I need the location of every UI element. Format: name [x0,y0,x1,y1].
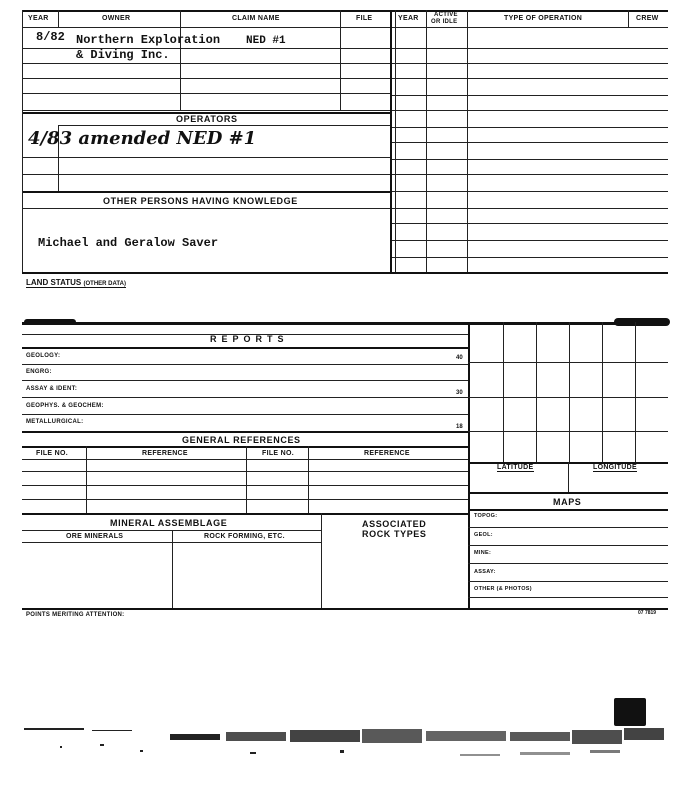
entry-owner-line-1: Northern Exploration [76,33,221,47]
reports-title: REPORTS [210,334,289,344]
latitude-label: LATITUDE [497,464,534,471]
mineral-assemblage-title: MINERAL ASSEMBLAGE [110,518,228,528]
maps-other: OTHER (& PHOTOS) [474,586,532,592]
maps-mine: MINE: [474,550,492,556]
land-status-sub: (OTHER DATA) [83,281,126,287]
ore-minerals-label: ORE MINERALS [66,533,124,540]
header-claim-name: CLAIM NAME [232,15,280,22]
report-geology-num: 40 [456,355,463,361]
entry-owner-line-2: & Diving Inc. [76,48,170,62]
header-type-of-operation: TYPE OF OPERATION [504,15,583,22]
report-engrg: ENGRG: [26,369,52,375]
report-assay: ASSAY & IDENT: [26,386,78,392]
header-active: ACTIVE [434,12,458,18]
rock-forming-label: ROCK FORMING, ETC. [204,533,285,540]
general-references-title: GENERAL REFERENCES [182,435,301,445]
form-number: 07 7819 [638,610,657,616]
other-persons-entry: Michael and Geralow Saver [38,236,219,250]
ink-smudge-right [614,318,670,326]
report-geophys: GEOPHYS. & GEOCHEM: [26,403,104,409]
associated-label: ASSOCIATED [362,519,427,529]
operator-handwritten-entry: 4/83 amended NED #1 [28,128,257,149]
report-metallurgical-num: 18 [456,424,463,430]
points-meriting-attention: POINTS MERITING ATTENTION: [26,612,125,618]
maps-assay: ASSAY: [474,569,496,575]
land-status-label [26,278,126,288]
land-status-text: LAND STATUS [26,278,82,287]
longitude-label: LONGITUDE [593,464,637,471]
maps-topog: TOPOG: [474,513,498,519]
header-year: YEAR [28,15,49,22]
entry-claim-name: NED #1 [246,35,286,47]
header-year-2: YEAR [398,15,419,22]
report-metallurgical: METALLURGICAL: [26,419,84,425]
rock-types-label: ROCK TYPES [362,529,427,539]
header-or-idle: OR IDLE [431,19,458,25]
header-owner: OWNER [102,15,131,22]
maps-title: MAPS [553,497,582,507]
header-file: FILE [356,15,373,22]
ref-col-reference-1: REFERENCE [142,450,188,457]
report-assay-num: 30 [456,390,463,396]
ref-col-file-no-2: FILE NO. [262,450,294,457]
entry-year: 8/82 [36,30,65,44]
header-crew: CREW [636,15,659,22]
other-persons-header: OTHER PERSONS HAVING KNOWLEDGE [103,196,298,206]
operators-header: OPERATORS [176,114,238,124]
ref-col-file-no-1: FILE NO. [36,450,68,457]
scan-artifacts [0,720,678,780]
maps-geol: GEOL: [474,532,493,538]
ref-col-reference-2: REFERENCE [364,450,410,457]
report-geology: GEOLOGY: [26,353,61,359]
